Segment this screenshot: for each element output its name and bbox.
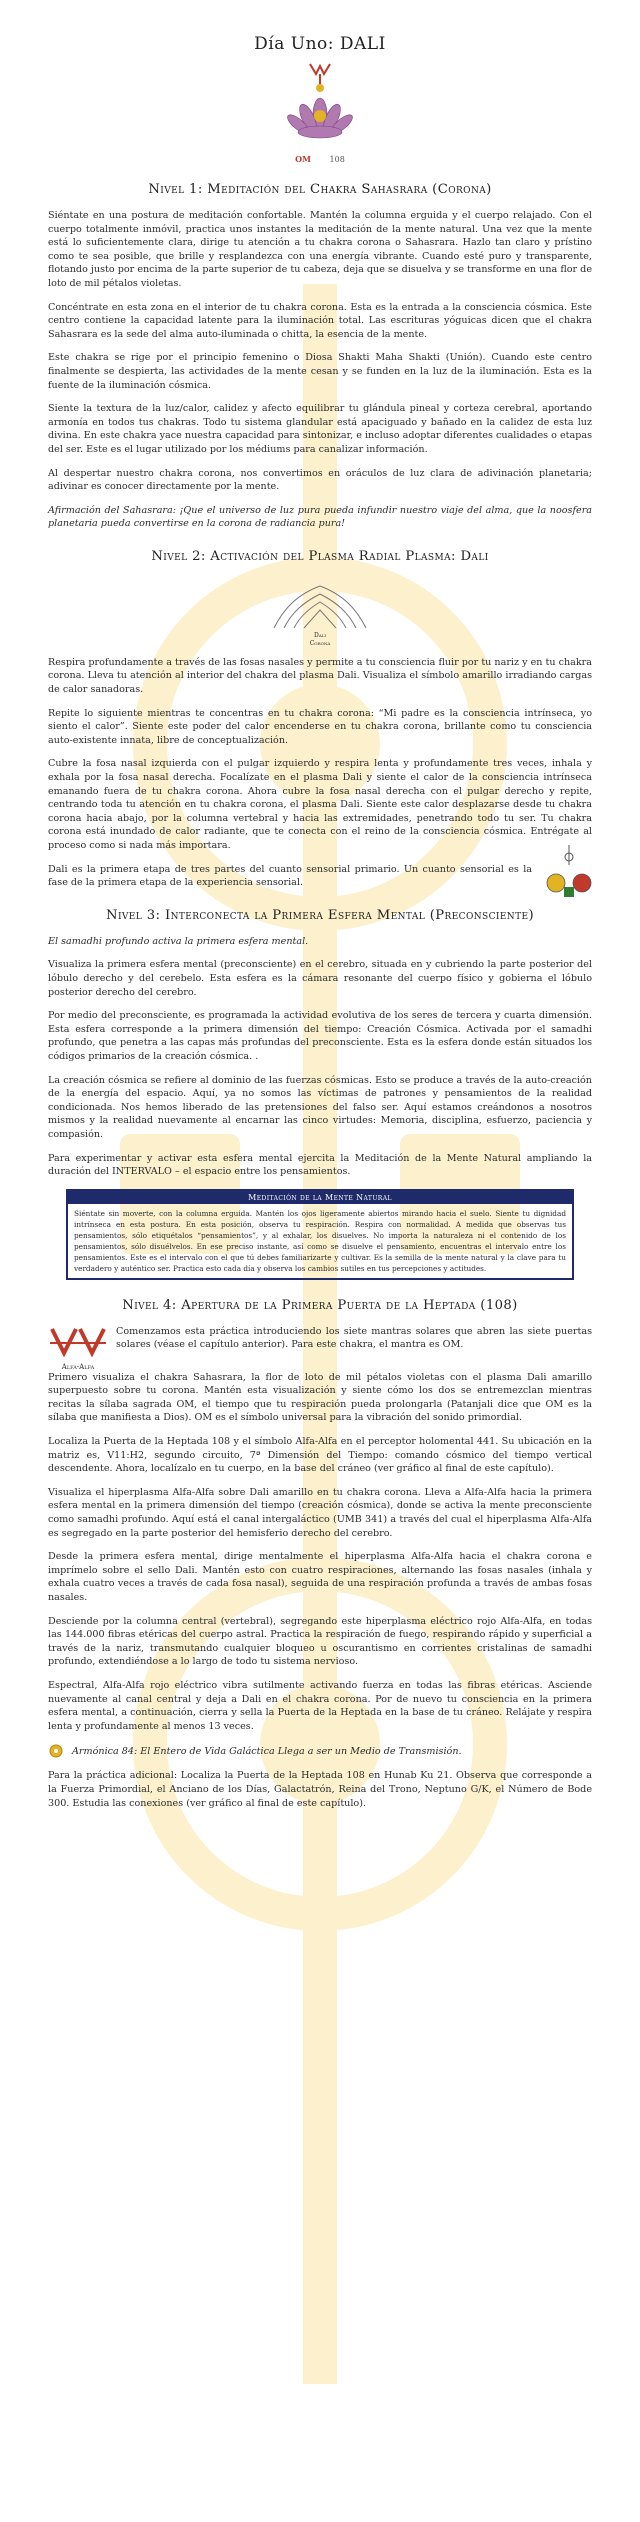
hands-mudra-icon	[260, 576, 380, 634]
number-label: 108	[329, 155, 345, 164]
mente-natural-box	[66, 1189, 574, 1280]
armonica-icon	[48, 1743, 64, 1759]
alfa-alfa-label: Alfa-Alfa	[61, 1362, 95, 1371]
om-caption	[48, 154, 592, 164]
nivel3-intro: El samadhi profundo activa la primera esfera mental.	[48, 935, 309, 947]
nivel2-paragraph: Repite lo siguiente mientras te concentras en tu chakra corona: “Mi padre es la consciencia intrínseca, yo siento el calor”. Siente este poder del calor encenderse en tu chakra corona, brillante como tu consciencia auto-existente innata, libre de conceptualización.	[48, 707, 592, 746]
nivel3-paragraph: Por medio del preconsciente, es programada la actividad evolutiva de los seres de tercera y cuarta dimensión. Esta esfera corresponde a la primera dimensión del tiempo: Creación Cósmica. Activada por el samadhi profundo, que penetra a las capas más profundas del preconsciente. Esta es la esfera donde están situados los códigos primarios de la creación cósmica. .	[48, 1010, 592, 1062]
nivel1-paragraph: Siéntate en una postura de meditación confortable. Mantén la columna erguida y el cuerpo relajado. Con el cuerpo totalmente inmóvil, practica unos instantes la meditación de la mente natural. Una vez que la mente está lo suficientemente clara, dirige tu atención a tu chakra corona o Sahasrara. Hazlo tan claro y prístino como te sea posible, que brille y resplandezca con una energía vibrante. Cuando esté puro y transparente, flotando justo por encima de la parte superior de tu cabeza, deja que se disuelva y se transforme en una flor de loto de mil pétalos violetas.	[48, 210, 592, 289]
nivel4-heading: Nivel 4: Apertura de la Primera Puerta de la Heptada (108)	[122, 1297, 518, 1313]
nivel4-paragraph: Primero visualiza el chakra Sahasrara, la flor de loto de mil pétalos violetas con el plasma Dali amarillo superpuesto sobre tu corona. Mantén esta visualización y siente cómo los dos se entremezclan mientras recitas la sílaba sagrada OM, el tiempo que tu respiración pueda prolongarla (Patanjali dice que OM es la sílaba que manifiesta a Dios). OM es el símbolo universal para la vibración del sonido primordial.	[48, 1371, 592, 1424]
om-label: OM	[295, 154, 311, 164]
nivel4-paragraph: Localiza la Puerta de la Heptada 108 y el símbolo Alfa-Alfa en el perceptor holomental 441. Su ubicación en la matriz es, V11:H2, segundo circuito, 7ª Dimensión del Tiempo: comando cósmico del tiempo vertical descendente. Ahora, localízalo en tu cuerpo, en la base del cráneo (ver gráfico al final de este capítulo).	[48, 1436, 592, 1475]
nivel2-paragraph: Respira profundamente a través de las fosas nasales y permite a tu consciencia fluir por tu nariz y en tu chakra corona. Lleva tu atención al interior del chakra del plasma Dali. Visualiza el símbolo amarillo irradiando cargas de calor sanadoras.	[48, 656, 592, 696]
nivel1-paragraph: Al despertar nuestro chakra corona, nos convertimos en oráculos de luz clara de adivinación planetaria; adivinar es conocer directamente por la mente.	[48, 467, 592, 493]
nivel4-paragraph: Visualiza el hiperplasma Alfa-Alfa sobre Dali amarillo en tu chakra corona. Lleva a Alfa-Alfa hacia la primera esfera mental en la primera dimensión del tiempo (creación cósmica), donde se activa la mente preconsciente como samadhi profundo. Aquí está el canal intergaláctico (UMB 341) a través del cual el hiperplasma Alfa-Alfa es segregado en la parte posterior del hemisferio derecho del cerebro.	[48, 1486, 592, 1539]
nivel1-heading: Nivel 1: Meditación del Chakra Sahasrara (Corona)	[148, 182, 492, 197]
nivel3-paragraph: La creación cósmica se refiere al dominio de las fuerzas cósmicas. Esto se produce a través de la auto-creación de la energía del espacio. Aquí, ya no somos las víctimas de patrones y pensamientos de la realidad condicionada. Nos hemos liberado de las pretensiones del falso ser. Aquí estamos creándonos a nosotros mismos y la realidad nuevamente al encarnar las cinco virtudes: Memoria, disciplina, esfuerzo, paciencia y compasión.	[48, 1074, 592, 1140]
alfa-alfa-symbol	[48, 1325, 108, 1371]
nivel4-paragraph: Espectral, Alfa-Alfa rojo eléctrico vibra sutilmente activando fuerza en todas las fibras etéricas. Asciende nuevamente al canal central y deja a Dali en el chakra corona. Por de nuevo tu consciencia en la primera esfera mental, a continuación, cierra y sella la Puerta de la Heptada en la base de tu cráneo. Relájate y respira lenta y profundamente al menos 13 veces.	[48, 1679, 592, 1732]
nivel4-paragraph: Comenzamos esta práctica introduciendo los siete mantras solares que abren las siete puertas solares (véase el capítulo anterior). Para este chakra, el mantra es OM.	[116, 1325, 592, 1351]
dali-caption	[48, 632, 592, 648]
page	[0, 34, 640, 2522]
sensory-quantum-icon	[544, 843, 594, 903]
nivel2-heading: Nivel 2: Activación del Plasma Radial Plasma: Dali	[151, 548, 489, 564]
nivel1-paragraph: Este chakra se rige por el principio femenino o Diosa Shakti Maha Shakti (Unión). Cuando este centro finalmente se despierta, las actividades de la mente cesan y se funden en la luz de la iluminación. Esta es la fuente de la iluminación cósmica.	[48, 352, 592, 391]
dali-summary	[48, 863, 592, 890]
nivel3-paragraph: Visualiza la primera esfera mental (preconsciente) en el cerebro, situada en y cubriendo la parte posterior del lóbulo derecho y del cerebelo. Esta esfera es la cámara resonante del cuerpo físico y gobierna el lóbulo posterior derecho del cerebro.	[48, 959, 592, 998]
nivel1-paragraph: Concéntrate en esta zona en el interior de tu chakra corona. Esta es la entrada a la consciencia cósmica. Este centro contiene la capacidad latente para la iluminación total. Las escrituras yóguicas dicen que el chakra Sahasrara es la sede del alma auto-iluminada o chitta, la esencia de la mente.	[48, 301, 592, 340]
nivel1-paragraph: Siente la textura de la luz/calor, calidez y afecto equilibrar tu glándula pineal y corteza cerebral, aportando armonía en todos tus chakras. Todo tu sistema glandular está apaciguado y bañado en la calidez de esta luz divina. En este chakra yace nuestra capacidad para sintonizar, e incluso adoptar diferentes cualidades o etapas del ser. Este es el lugar utilizado por los médiums para canalizar información.	[48, 403, 592, 455]
mente-natural-box-text: Siéntate sin moverte, con la columna erguida. Mantén los ojos ligeramente abiertos mirando hacia el suelo. Siente tu dignidad intrínseca en esta postura. En esta posición, observa tu respiración. Respira con normalidad. A medida que observas tus pensamientos, sólo etiquétalos “pensamientos”, y al exhalar, los disuelves. No importa la naturaleza ni el contenido de los pensamientos, sólo disuélvelos. En ese preciso instante, así como se disuelve el pensamiento, encuentras el intervalo entre los pensamientos. Este es el intervalo con el que tú debes familiarizarte y cultivar. Es la semilla de la mente natural y la clave para tu verdadero y auténtico ser. Practica esto cada día y observa los cambios sutiles en tus percepciones y actitudes.	[74, 1208, 566, 1273]
dali-caption-line1: Dali	[314, 631, 326, 639]
nivel4-paragraph: Desde la primera esfera mental, dirige mentalmente el hiperplasma Alfa-Alfa hacia el chakra corona e imprímelo sobre el sello Dali. Mantén esto con cuatro respiraciones, alternando las fosas nasales (inhala y exhala cuatro veces a través de cada fosa nasal), seguida de una respiración profunda a través de ambas fosas nasales.	[48, 1551, 592, 1603]
page-title: Día Uno: DALI	[254, 34, 386, 54]
lotus-logo-icon	[280, 60, 360, 156]
nivel2-paragraph: Cubre la fosa nasal izquierda con el pulgar izquierdo y respira lenta y profundamente tres veces, inhala y exhala por la fosa nasal derecha. Focalízate en el plasma Dali y siente el calor de la consciencia intrínseca emanando fuera de tu chakra corona. Ahora cubre la fosa nasal derecha con el pulgar derecho y repite, centrando toda tu atención en tu chakra corona, el plasma Dali. Siente este calor desplazarse desde tu chakra corona hacia abajo, por la columna vertebral y hacia las extremidades, penetrando todo tu ser. Tu chakra corona está inundado de calor radiante, que te conecta con el reino de la consciencia cósmica. Entrégate al proceso como si nada más importara.	[48, 758, 592, 851]
document-body	[0, 34, 640, 1810]
armonica-text: Armónica 84: El Entero de Vida Galáctica Llega a ser un Medio de Transmisión.	[72, 1745, 462, 1757]
nivel2-paragraph: Dali es la primera etapa de tres partes del cuanto sensorial primario. Un cuanto sensorial es la fase de la primera etapa de la experiencia sensorial.	[48, 863, 532, 889]
nivel3-heading: Nivel 3: Interconecta la Primera Esfera Mental (Preconsciente)	[106, 907, 534, 923]
nivel4-paragraph: Para la práctica adicional: Localiza la Puerta de la Heptada 108 en Hunab Ku 21. Observa que corresponde a la Fuerza Primordial, el Anciano de los Días, Galactatrón, Reina del Trono, Neptuno G/K, el Número de Bode 300. Estudia las conexiones (ver gráfico al final de este capítulo).	[48, 1770, 592, 1809]
nivel3-paragraph: Para experimentar y activar esta esfera mental ejercita la Meditación de la Mente Natural ampliando la duración del INTERVALO – el espacio entre los pensamientos.	[48, 1152, 592, 1178]
armonica-line	[48, 1743, 592, 1759]
nivel4-paragraph: Desciende por la columna central (vertebral), segregando este hiperplasma eléctrico rojo Alfa-Alfa, en todas las 144.000 fibras etéricas del cuerpo astral. Practica la respiración de fuego, respirando rápido y superficial a través de la nariz, transmutando cualquier bloqueo u oscurantismo en corrientes cristalinas de samadhi profundo, extendiéndose a lo largo de todo tu sistema nervioso.	[48, 1615, 592, 1668]
dali-caption-line2: Corona	[309, 639, 331, 647]
mente-natural-box-title: Meditación de la Mente Natural	[68, 1191, 572, 1204]
nivel1-affirmation: Afirmación del Sahasrara: ¡Que el universo de luz pura pueda infundir nuestro viaje del alma, que la noosfera planetaria pueda convertirse en la corona de radiancia pura!	[48, 504, 592, 530]
alfa-alfa-icon	[48, 1325, 108, 1359]
